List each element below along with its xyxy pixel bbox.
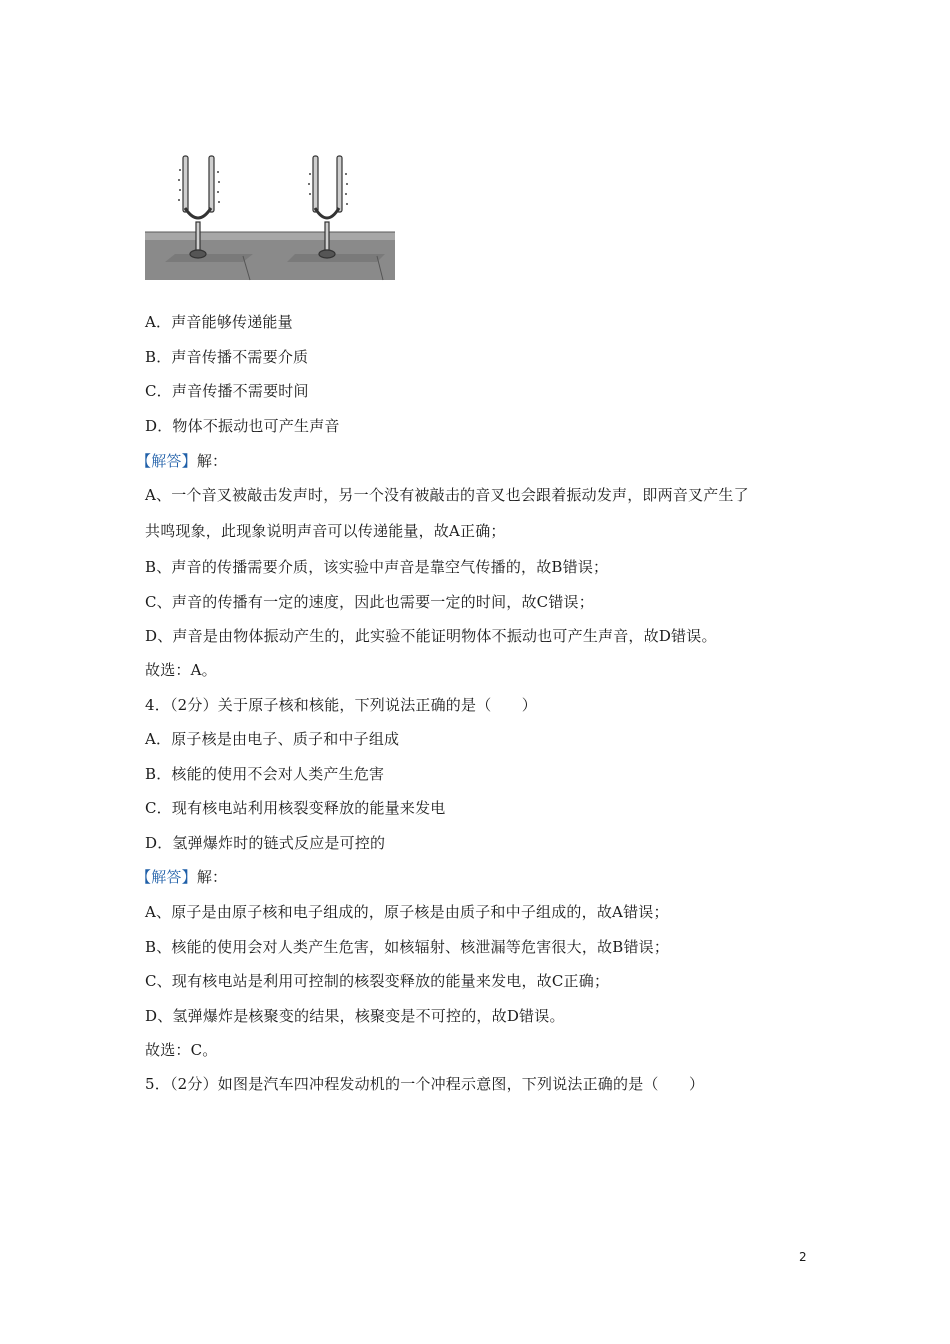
q3-explanation-line: D、声音是由物体振动产生的，此实验不能证明物体不振动也可产生声音，故D错误。 — [145, 627, 717, 645]
q4-final-answer: 故选：C。 — [145, 1041, 218, 1059]
answer-tag: 【解答】 — [136, 868, 197, 886]
answer-suffix: 解： — [196, 452, 228, 470]
q4-answer-heading — [136, 867, 227, 887]
answer-tag: 【解答】 — [136, 452, 197, 470]
tuning-forks-figure — [145, 150, 395, 282]
q3-explanation-line: 共鸣现象，此现象说明声音可以传递能量，故A正确； — [145, 522, 506, 540]
q3-option-b: B．声音传播不需要介质 — [145, 348, 309, 366]
q3-option-d: D．物体不振动也可产生声音 — [145, 417, 340, 435]
q4-option-a: A．原子核是由电子、质子和中子组成 — [145, 730, 400, 748]
q4-question: 4．（2分）关于原子核和核能，下列说法正确的是（ ） — [145, 696, 537, 714]
q4-option-b: B．核能的使用不会对人类产生危害 — [145, 765, 385, 783]
q3-option-a: A．声音能够传递能量 — [145, 313, 293, 331]
q4-option-d: D．氢弹爆炸时的链式反应是可控的 — [145, 834, 386, 852]
q4-explanation-line: B、核能的使用会对人类产生危害，如核辐射、核泄漏等危害很大，故B错误； — [145, 938, 670, 956]
q3-explanation-line: B、声音的传播需要介质，该实验中声音是靠空气传播的，故B错误； — [145, 558, 609, 576]
q3-final-answer: 故选：A。 — [145, 661, 217, 679]
q4-explanation-line: C、现有核电站是利用可控制的核裂变释放的能量来发电，故C正确； — [145, 972, 610, 990]
q4-option-c: C．现有核电站利用核裂变释放的能量来发电 — [145, 799, 446, 817]
q3-explanation-line: A、一个音叉被敲击发声时，另一个没有被敲击的音叉也会跟着振动发声，即两音叉产生了 — [145, 486, 749, 504]
q5-question: 5．（2分）如图是汽车四冲程发动机的一个冲程示意图，下列说法正确的是（ ） — [145, 1075, 705, 1093]
q4-explanation-line: A、原子是由原子核和电子组成的，原子核是由质子和中子组成的，故A错误； — [145, 903, 669, 921]
answer-suffix: 解： — [196, 868, 228, 886]
q4-explanation-line: D、氢弹爆炸是核聚变的结果，核聚变是不可控的，故D错误。 — [145, 1007, 565, 1025]
q3-option-c: C．声音传播不需要时间 — [145, 382, 309, 400]
page-number: 2 — [799, 1250, 807, 1264]
q3-answer-heading — [136, 451, 227, 471]
q3-explanation-line: C、声音的传播有一定的速度，因此也需要一定的时间，故C错误； — [145, 593, 594, 611]
